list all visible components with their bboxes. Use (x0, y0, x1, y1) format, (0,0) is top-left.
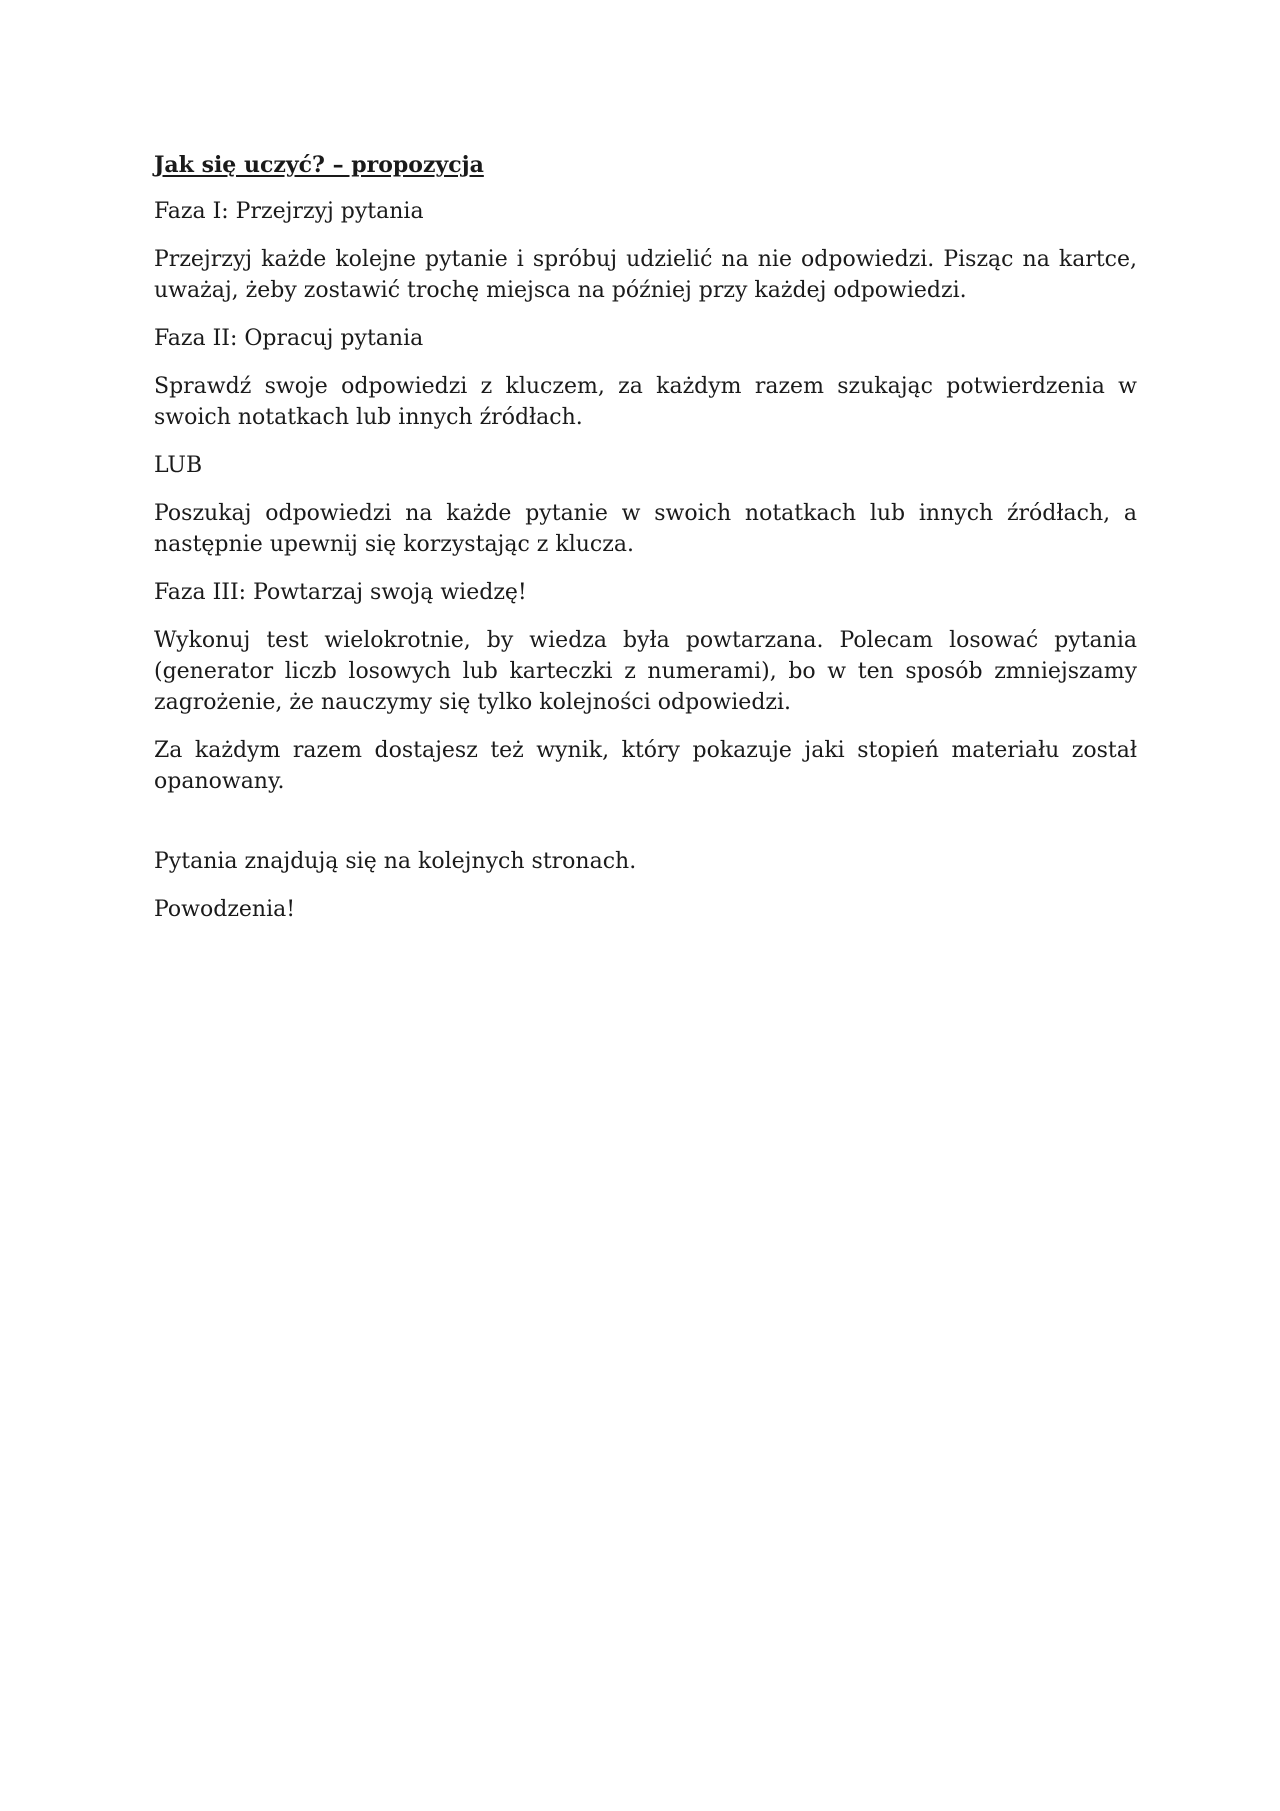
or-label: LUB (154, 453, 203, 478)
document-body (154, 150, 1137, 942)
questions-note: Pytania znajdują się na kolejnych stronach. (154, 849, 637, 874)
result-paragraph: Za każdym razem dostajesz też wynik, który pokazuje jaki stopień materiału został opanowany. (154, 738, 1137, 794)
phase1-paragraph: Przejrzyj każde kolejne pytanie i spróbuj udzielić na nie odpowiedzi. Pisząc na kartce, uważaj, żeby zostawić trochę miejsca na później przy każdej odpowiedzi. (154, 247, 1137, 303)
phase2-heading: Faza II: Opracuj pytania (154, 326, 424, 351)
phase1-heading: Faza I: Przejrzyj pytania (154, 199, 424, 224)
phase3-heading: Faza III: Powtarzaj swoją wiedzę! (154, 580, 527, 605)
spacer (154, 814, 1137, 846)
phase3-paragraph: Wykonuj test wielokrotnie, by wiedza była powtarzana. Polecam losować pytania (generator liczb losowych lub karteczki z numerami), bo w ten sposób zmniejszamy zagrożenie, że nauczymy się tylko kolejności odpowiedzi. (154, 628, 1137, 715)
document-title: Jak się uczyć? – propozycja (154, 152, 484, 178)
phase2-paragraph-a: Sprawdź swoje odpowiedzi z kluczem, za każdym razem szukając potwierdzenia w swoich notatkach lub innych źródłach. (154, 374, 1137, 430)
phase2-paragraph-b: Poszukaj odpowiedzi na każde pytanie w swoich notatkach lub innych źródłach, a następnie upewnij się korzystając z klucza. (154, 501, 1137, 557)
closing-text: Powodzenia! (154, 897, 296, 922)
